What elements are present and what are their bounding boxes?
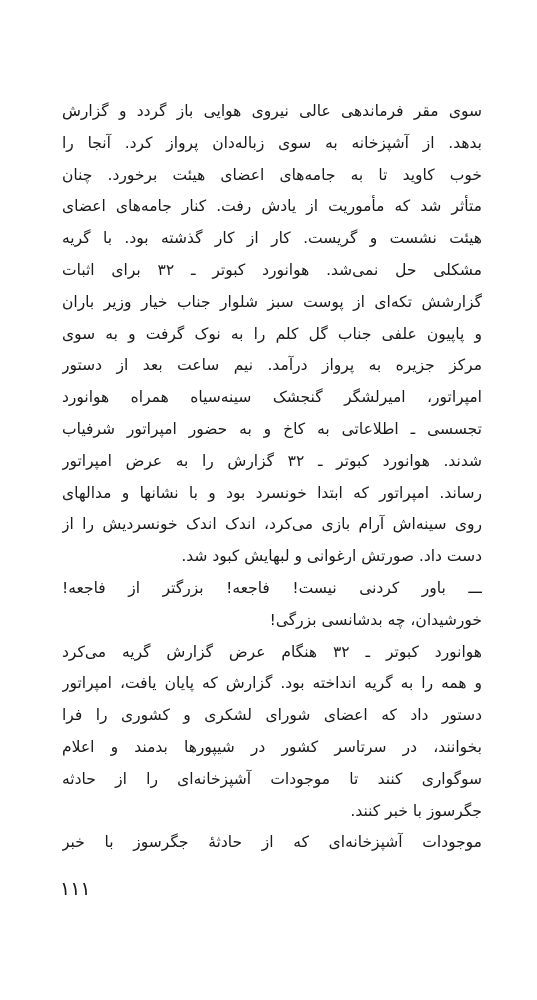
body-text [62,96,482,859]
text-line: سوی مقر فرماندهی عالی نیروی هوایی باز گردد و گزارش [62,102,482,120]
text-line: خوب کاوید تا به جامه‌های اعضای هیئت برخورد. چنان [62,165,482,184]
text-line: رساند. امپراتور که ابتدا خونسرد بود و با نشانها و مدالهای [62,483,482,502]
text-line: متأثر شد که مأموریت از یادش رفت. کنار جامه‌های اعضای [62,197,482,216]
text-line: مشکلی حل نمی‌شد. هوانورد کبوتر ـ ۳۲ برای اثبات [62,260,482,279]
page-number: ۱۱۱ [60,878,91,900]
text-line: جگرسوز با خبر کنند. [350,801,482,820]
text-line: روی سینه‌اش آرام بازی می‌کرد، اندک اندک خونسردیش را از [62,515,482,534]
dialogue-line: ـــ باور کردنی نیست! فاجعه! بزرگتر از فاجعه! [62,578,482,597]
text-line: سوگواری کنند تا موجودات آشپزخانه‌ای را از حادثه [62,769,482,788]
dialogue-line: خورشیدان، چه بدشانسی بزرگی! [269,610,482,629]
text-line: گزارشش تکه‌ای از پوست سبز شلوار جناب خیار وزیر باران [62,292,482,311]
text-line: و همه را به گریه انداخته بود. گزارش که پایان یافت، امپراتور [62,674,482,693]
text-line: بدهد. از آشپزخانه به سوی زباله‌دان پرواز کرد. آنجا را [62,133,482,152]
text-line: هیئت نشست و گریست. کار از کار گذشته بود. با گریه [62,229,482,248]
text-line: بخوانند، در سرتاسر کشور در شیپورها بدمند و اعلام [62,737,482,756]
text-line: امپراتور، امیرلشگر گنجشک سینه‌سیاه همراه هوانورد [62,388,482,407]
text-line: مرکز جزیره به پرواز درآمد. نیم ساعت بعد از دستور [62,356,482,375]
text-line: شدند. هوانورد کبوتر ـ ۳۲ گزارش را به عرض امپراتور [62,451,482,470]
text-line: تجسسی ـ اطلاعاتی به کاخ و به حضور امپراتور شرفیاب [62,419,482,438]
text-line: هوانورد کبوتر ـ ۳۲ هنگام عرض گزارش گریه می‌کرد [62,642,482,661]
text-line: دست داد. صورتش ارغوانی و لبهایش کبود شد. [181,547,482,566]
text-line: موجودات آشپزخانه‌ای که از حادثهٔ جگرسوز با خبر [62,833,482,852]
text-line: و پاپیون علفی جناب گل کلم را به نوک گرفت و به سوی [62,324,482,343]
text-line: دستور داد که اعضای شورای لشکری و کشوری را فرا [62,706,482,725]
